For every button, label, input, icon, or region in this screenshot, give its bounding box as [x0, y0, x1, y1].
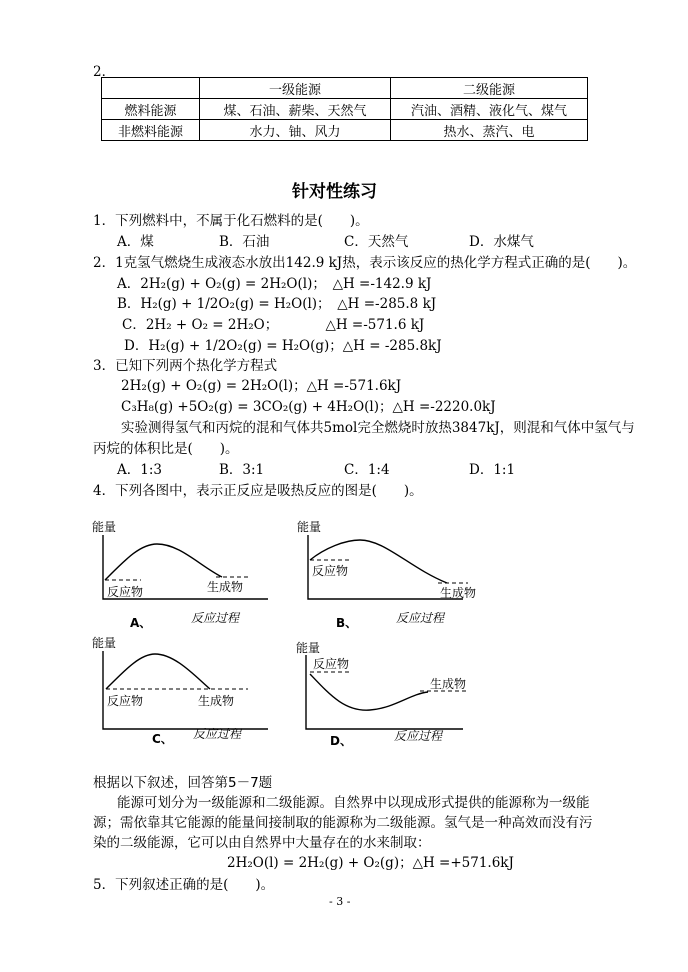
- section-title: 针对性练习: [292, 182, 377, 202]
- graph-d-reactant-label: 反应物: [313, 657, 350, 671]
- table-cell: 水力、铀、风力: [200, 120, 391, 141]
- question-3-option-d: D．1:1: [469, 462, 516, 478]
- graph-c-letter: C、: [152, 732, 173, 746]
- graph-b-letter: B、: [336, 616, 358, 630]
- question-2-option-c: C．2H₂ + O₂ = 2H₂O； △H =-571.6 kJ: [122, 317, 425, 333]
- graph-d-ylabel: 能量: [296, 641, 321, 655]
- graph-a-reactant-label: 反应物: [107, 585, 144, 599]
- graph-d-xlabel: 反应过程: [394, 729, 443, 743]
- graph-d-letter: D、: [330, 734, 352, 748]
- graph-a-curve: [105, 544, 222, 580]
- graph-c-product-label: 生成物: [198, 694, 235, 708]
- graph-c-reactant-label: 反应物: [107, 694, 144, 708]
- question-3-option-b: B．3:1: [219, 462, 265, 478]
- question-5-stem: 5．下列叙述正确的是( )。: [93, 877, 275, 893]
- graph-b-ylabel: 能量: [297, 520, 322, 534]
- graph-a-xlabel: 反应过程: [191, 611, 240, 625]
- passage-line-1: 能源可划分为一级能源和二级能源。自然界中以现成形式提供的能源称为一级能: [117, 795, 590, 811]
- passage-line-3: 染的二级能源，它可以由自然界中大量存在的水来制取：: [93, 835, 431, 851]
- graph-a-letter: A、: [130, 616, 152, 630]
- section-number: 2．: [93, 64, 116, 80]
- question-2-stem: 2．1克氢气燃烧生成液态水放出142.9 kJ热，表示该反应的热化学方程式正确的是( )。: [93, 255, 637, 271]
- graph-b-product-label: 生成物: [440, 586, 477, 600]
- passage-equation: 2H₂O(l) = 2H₂(g) + O₂(g)；△H =+571.6kJ: [227, 855, 514, 871]
- question-1-option-a: A．煤: [117, 234, 154, 250]
- question-1-option-b: B．石油: [219, 234, 270, 250]
- passage-line-2: 源；需依靠其它能源的能量间接制取的能源称为二级能源。氢气是一种高效而没有污: [93, 815, 593, 831]
- question-3-equation-2: C₃H₈(g) +5O₂(g) = 3CO₂(g) + 4H₂O(l)；△H =-2220.0kJ: [121, 399, 496, 415]
- table-cell: 热水、蒸汽、电: [391, 120, 588, 141]
- graph-a-product-label: 生成物: [207, 580, 244, 594]
- graph-c-ylabel: 能量: [92, 636, 117, 650]
- table-cell: 燃料能源: [102, 99, 200, 120]
- question-1-option-c: C．天然气: [344, 234, 409, 250]
- question-1-stem: 1．下列燃料中，不属于化石燃料的是( )。: [93, 213, 369, 229]
- question-3-stem: 3．已知下列两个热化学方程式: [93, 358, 278, 374]
- graph-d-product-label: 生成物: [430, 677, 467, 691]
- graph-a-ylabel: 能量: [92, 520, 117, 534]
- question-2-option-a: A．2H₂(g) + O₂(g) = 2H₂O(l)； △H =-142.9 kJ: [117, 276, 432, 292]
- question-2-option-d: D．H₂(g) + 1/2O₂(g) = H₂O(g)；△H = -285.8kJ: [124, 338, 442, 354]
- question-2-option-b: B．H₂(g) + 1/2O₂(g) = H₂O(l)； △H =-285.8 kJ: [117, 296, 437, 312]
- graph-b-xlabel: 反应过程: [396, 611, 445, 625]
- question-3-option-c: C．1:4: [344, 462, 390, 478]
- graph-c-curve: [106, 654, 210, 689]
- question-3-body-line-1: 实验测得氢气和丙烷的混和气体共5mol完全燃烧时放热3847kJ，则混和气体中氢气与: [121, 420, 635, 436]
- table-cell: 汽油、酒精、液化气、煤气: [391, 99, 588, 120]
- question-1-option-d: D．水煤气: [469, 234, 534, 250]
- table-cell: 一级能源: [200, 78, 391, 99]
- table-cell: 非燃料能源: [102, 120, 200, 141]
- graph-d-curve: [310, 674, 428, 710]
- question-3-body-line-2: 丙烷的体积比是( )。: [93, 441, 239, 457]
- question-4-stem: 4．下列各图中，表示正反应是吸热反应的图是( )。: [93, 483, 423, 499]
- table-cell: 二级能源: [391, 78, 588, 99]
- graph-c-axes: [103, 651, 268, 729]
- graph-b-reactant-label: 反应物: [312, 564, 349, 578]
- question-3-option-a: A．1:3: [117, 462, 162, 478]
- graph-c-xlabel: 反应过程: [193, 727, 242, 741]
- question-3-equation-1: 2H₂(g) + O₂(g) = 2H₂O(l)；△H =-571.6kJ: [121, 378, 402, 394]
- passage-intro: 根据以下叙述，回答第5－7题: [93, 775, 273, 791]
- page-number: - 3 -: [329, 895, 351, 908]
- table-cell: 煤、石油、薪柴、天然气: [200, 99, 391, 120]
